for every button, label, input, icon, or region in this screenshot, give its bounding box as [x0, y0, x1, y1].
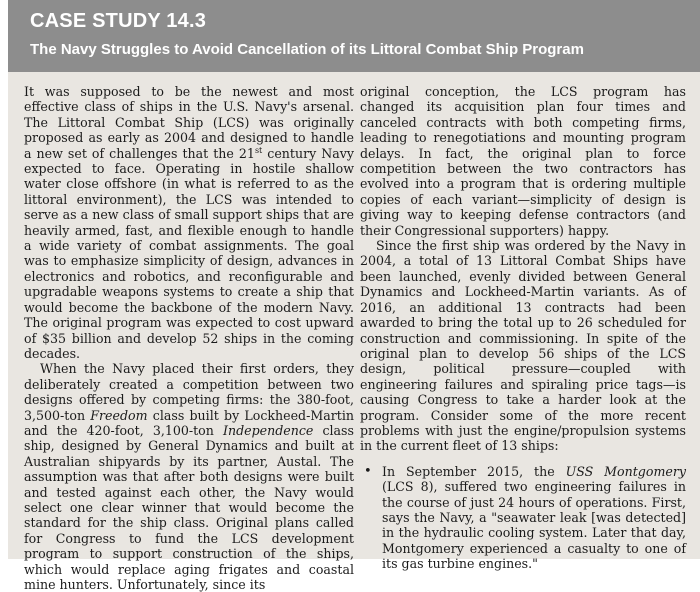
problem-list [360, 464, 686, 572]
right-paragraph-1: original conception, the LCS program has changed its acquisition plan four times and canceled contracts with both competing firms, leading to renegotiations and mounting program delays. In fact, the original plan to force competition between the two contractors has evolved into a program that is ordering multiple copies of each variant—simplicity of design is giving way to keeping defense contractors (and their Congressional supporters) happy. [360, 84, 686, 238]
left-p1-text-b: century Navy expected to face. Operating in hostile shallow water close offshore (in what is referred to as the littoral environment), the LCS was intended to serve as a new class of small support ships that are heavily armed, fast, and flexible enough to handle a wide variety of combat assignments. The goal was to emphasize simplicity of design, advances in electronics and robotics, and reconfigurable and upgradable weapons systems to create a ship that would become the backbone of the modern Navy. The original program was expected to cost upward of $35 billion and develop 52 ships in the coming decades. [24, 145, 355, 361]
left-paragraph-2 [24, 361, 354, 592]
bullet-icon: • [364, 463, 372, 479]
case-study-header [8, 0, 700, 72]
left-p2-text-b: class built by Lockheed-Martin and the 420-foot, 3,100-ton [24, 407, 354, 438]
bullet1-text-b: (LCS 8), suffered two engineering failures in the course of just 24 hours of operations. First, says the Navy, a "seawater leak [was detected] in the hydraulic cooling system. Later that day, Montgomery experienced a casualty to one of its gas turbine engines." [382, 479, 686, 572]
independence-class-name: Independence [223, 422, 314, 438]
left-paragraph-1 [24, 84, 354, 361]
list-item [364, 463, 686, 572]
left-p1-text-a: It was supposed to be the newest and most effective class of ships in the U.S. Navy's arsenal. The Littoral Combat Ship (LCS) was originally proposed as early as 2004 and designed to handle a new set of challenges that the 21 [24, 84, 354, 161]
case-study-body [8, 72, 700, 592]
right-paragraph-2: Since the first ship was ordered by the Navy in 2004, a total of 13 Littoral Combat Ships have been launched, evenly divided between General Dynamics and Lockheed-Martin variants. As of 2016, an additional 13 contracts had been awarded to bring the total up to 26 scheduled for construction and commissioning. In spite of the original plan to develop 56 ships of the LCS design, political pressure—coupled with engineering failures and spiraling price tags—is causing Congress to take a harder look at the program. Consider some of the more recent problems with just the engine/propulsion systems in the current fleet of 13 ships: [360, 238, 686, 454]
case-study-title: The Navy Struggles to Avoid Cancellation of its Littoral Combat Ship Program [30, 41, 584, 58]
ship-name: USS Montgomery [565, 463, 686, 479]
right-column [360, 84, 686, 572]
freedom-class-name: Freedom [90, 407, 148, 423]
left-p2-text-a: When the Navy placed their first orders, they deliberately created a competition between two designs offered by competing firms: the 380-foot, 3,500-ton [24, 361, 354, 423]
left-column [24, 84, 354, 592]
ordinal-suffix: st [254, 145, 263, 155]
bullet1-text-a: In September 2015, the [382, 463, 566, 479]
left-p2-text-c: class ship, designed by General Dynamics and built at Australian shipyards by its partner, Austal. The assumption was that after both designs were built and tested against each other, the Navy would select one clear winner that would become the standard for the ship class. Original plans called for Congress to fund the LCS development program to support construction of the ships, which would replace aging frigates and coastal mine hunters. Unfortunately, since its [24, 422, 354, 592]
case-study-label: CASE STUDY 14.3 [30, 10, 207, 32]
